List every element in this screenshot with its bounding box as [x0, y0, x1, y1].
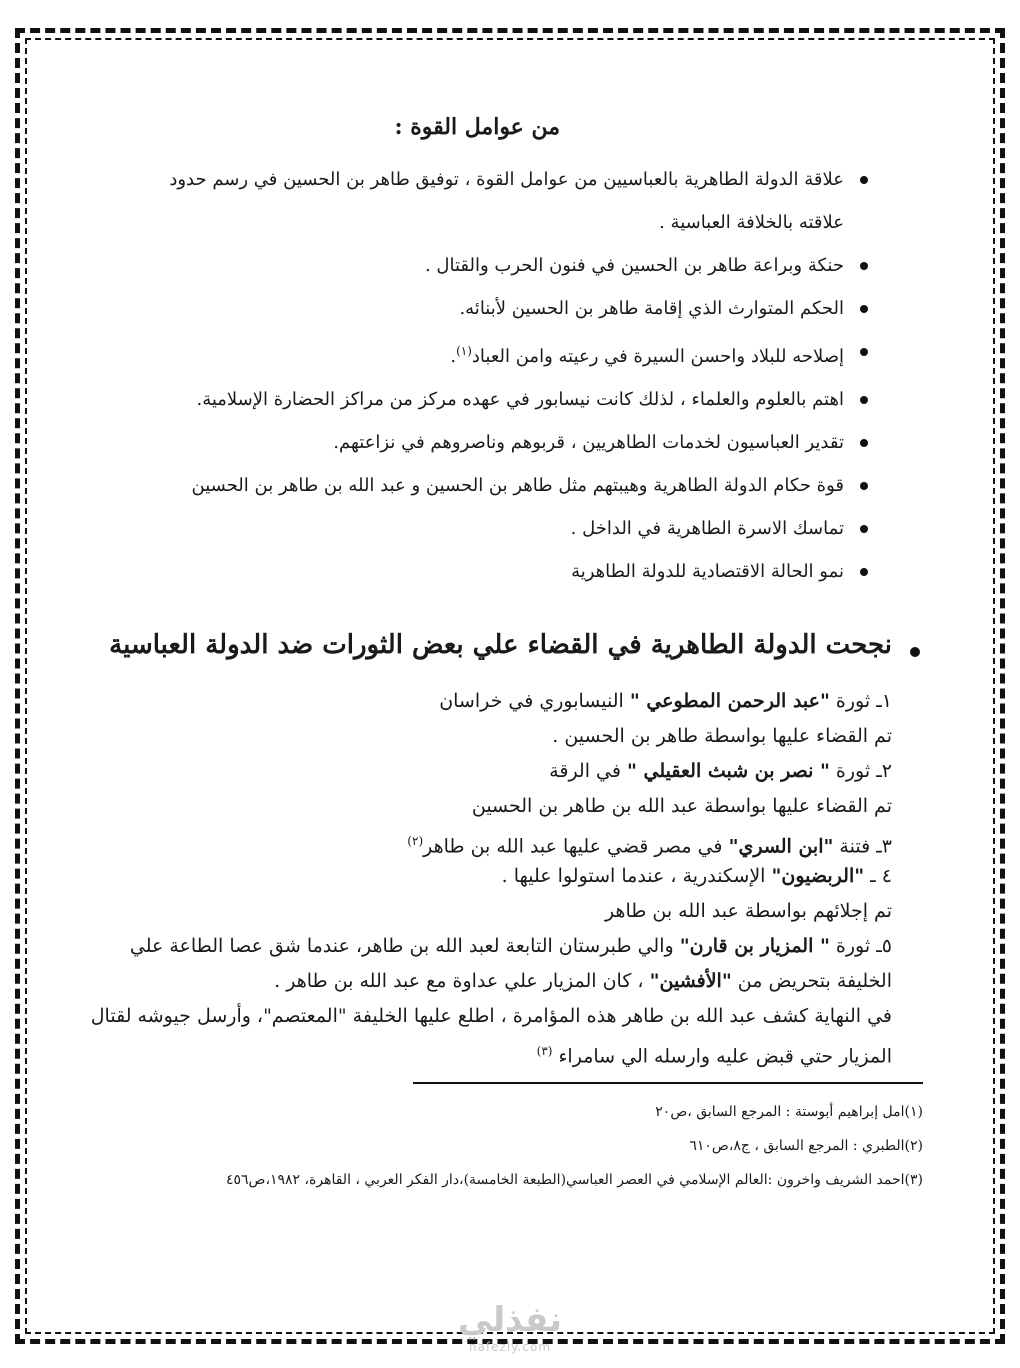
text-line — [102, 859, 892, 894]
section-heading-revolutions — [92, 630, 892, 660]
bullet-dot — [860, 176, 868, 184]
text-line: تم القضاء عليها بواسطة عبد الله بن طاهر بن الحسين — [471, 795, 892, 817]
bold-name: "الأفشين" — [649, 970, 732, 992]
text-line — [102, 824, 892, 859]
list-item-text: نمو الحالة الاقتصادية للدولة الطاهرية — [571, 561, 844, 582]
list-item-text: إصلاحه للبلاد واحسن السيرة في رعيته وامن العباد — [471, 346, 844, 367]
list-item-text: قوة حكام الدولة الطاهرية وهيبتهم مثل طاهر بن الحسين و عبد الله بن طاهر بن الحسين — [191, 475, 844, 496]
text-span: النيسابوري في خراسان — [439, 690, 630, 712]
text-line — [102, 1034, 892, 1069]
footnote-ref: (٢) — [407, 834, 424, 848]
footnotes — [163, 1100, 923, 1202]
text-line: تم إجلائهم بواسطة عبد الله بن طاهر — [604, 900, 892, 922]
text-span: ٥ـ ثورة — [829, 935, 892, 957]
bullet-dot — [860, 568, 868, 576]
bullet-dot — [860, 439, 868, 447]
list-item — [154, 330, 844, 378]
section-heading-strength-factors: من عوامل القوة : — [394, 114, 560, 140]
text-span: المزيار حتي قبض عليه وارسله الي سامراء — [552, 1045, 892, 1068]
bullet-dot — [860, 525, 868, 533]
list-item-text: علاقة الدولة الطاهرية بالعباسيين من عوامل القوة ، توفيق طاهر بن الحسين في رسم حدود — [169, 169, 844, 190]
list-item — [154, 550, 844, 593]
bullet-dot — [860, 482, 868, 490]
list-item — [154, 464, 844, 507]
list-item — [154, 421, 844, 464]
text-span: والي طبرستان التابعة لعبد الله بن طاهر، عندما شق عصا الطاعة علي — [129, 935, 680, 957]
text-line: تم القضاء عليها بواسطة طاهر بن الحسين . — [552, 725, 892, 747]
footnote-ref: (١) — [456, 344, 472, 358]
watermark-arabic-text: نفذلي — [457, 1300, 563, 1340]
section-heading-text: نجحت الدولة الطاهرية في القضاء علي بعض الثورات ضد الدولة العباسية — [109, 630, 892, 660]
list-item-text-tail: . — [450, 346, 457, 367]
footnote: (١)امل إبراهيم أبوستة : المرجع السابق ،ص٢٠ — [655, 1104, 923, 1120]
text-span: الخليفة بتحريض من — [731, 970, 892, 992]
bold-name: "الربضيون" — [771, 865, 865, 887]
list-item-text: اهتم بالعلوم والعلماء ، لذلك كانت نيسابور في عهده مركز من مراكز الحضارة الإسلامية. — [196, 389, 844, 410]
text-span: ٤ ـ — [864, 865, 892, 887]
list-item — [154, 287, 844, 330]
bullet-dot — [860, 348, 868, 356]
bold-name: "عبد الرحمن المطوعي " — [629, 690, 830, 712]
revolutions-body — [90, 684, 892, 1069]
footnote: (٣)احمد الشريف واخرون :العالم الإسلامي في العصر العباسي(الطبعة الخامسة)،دار الفكر العربي ، القاهرة، ١٩٨٢،ص٤٥٦ — [225, 1172, 923, 1188]
text-line: في النهاية كشف عبد الله بن طاهر هذه المؤامرة ، اطلع عليها الخليفة "المعتصم"، وأرسل جيوشه لقتال — [90, 1005, 892, 1027]
bullet-dot — [910, 647, 920, 657]
list-item — [154, 158, 844, 244]
strength-factors-list — [154, 158, 844, 593]
text-span: في الرقة — [549, 760, 627, 782]
text-span: ٢ـ ثورة — [829, 760, 892, 782]
text-span: ١ـ ثورة — [829, 690, 892, 712]
bullet-dot — [860, 396, 868, 404]
bullet-dot — [860, 262, 868, 270]
list-item-text: تقدير العباسيون لخدمات الطاهريين ، قربوهم وناصروهم في نزاعتهم. — [333, 432, 844, 453]
footnote-ref: (٣) — [536, 1044, 553, 1058]
text-span: الإسكندرية ، عندما استولوا عليها . — [501, 865, 772, 887]
text-span: ، كان المزيار علي عداوة مع عبد الله بن طاهر . — [274, 970, 650, 992]
list-item-text: حنكة وبراعة طاهر بن الحسين في فنون الحرب والقتال . — [424, 255, 844, 276]
list-item-text: الحكم المتوارث الذي إقامة طاهر بن الحسين لأبنائه. — [459, 298, 844, 319]
text-line — [102, 684, 892, 719]
list-item-text-continued: علاقته بالخلافة العباسية . — [659, 212, 844, 233]
list-item — [154, 378, 844, 421]
bullet-dot — [860, 305, 868, 313]
bold-name: " نصر بن شبث العقيلي " — [627, 760, 830, 782]
footnote: (٢)الطبري : المرجع السابق ، ج٨،ص٦١٠ — [689, 1138, 923, 1154]
text-line — [102, 929, 892, 964]
list-item — [154, 244, 844, 287]
text-line — [102, 964, 892, 999]
text-line — [102, 754, 892, 789]
list-item-text: تماسك الاسرة الطاهرية في الداخل . — [570, 518, 844, 539]
list-item — [154, 507, 844, 550]
watermark-latin-text: nafezly.com — [468, 1340, 552, 1354]
text-span: ٣ـ فتنة — [833, 835, 892, 858]
bold-name: "ابن السري" — [728, 835, 834, 858]
footnote-separator — [413, 1082, 923, 1084]
bold-name: " المزيار بن قارن" — [679, 935, 830, 957]
text-span: في مصر قضي عليها عبد الله بن طاهر — [423, 835, 729, 858]
watermark-logo — [440, 1300, 580, 1354]
